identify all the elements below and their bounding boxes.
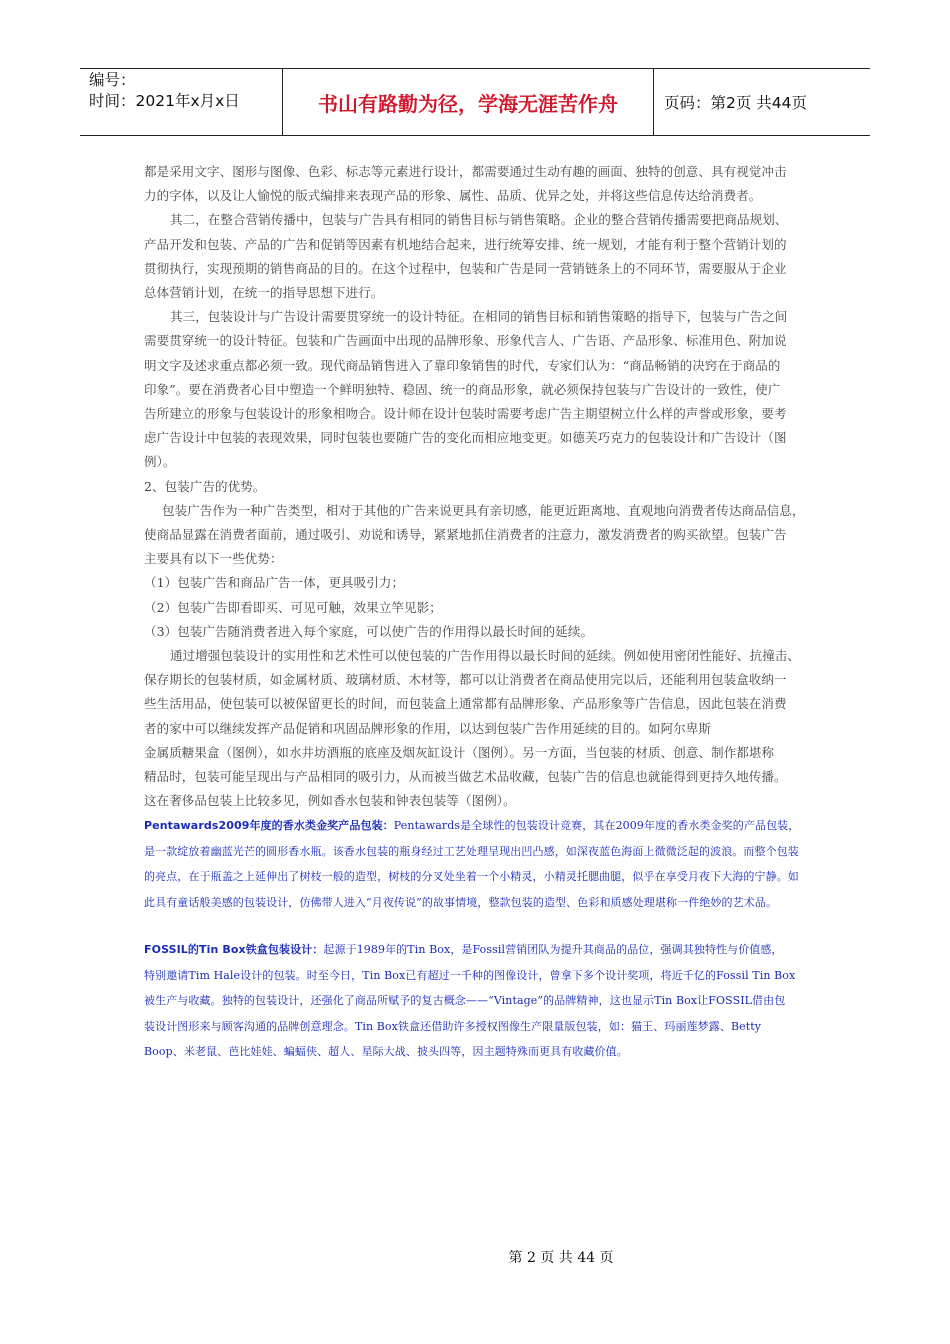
- pentawards-text: Pentawards是全球性的包装设计竞赛，其在2009年度的香水类金奖的产品包装，: [393, 819, 800, 833]
- fossil-line: 特别邀请Tim Hale设计的包装。时至今日，Tin Box已有超过一千种的图像设计，曾拿下多个设计奖项，将近千亿的Fossil Tin Box: [144, 968, 796, 982]
- paragraph-line: 总体营销计划，在统一的指导思想下进行。: [144, 285, 384, 301]
- paragraph-line: 使商品显露在消费者面前，通过吸引、劝说和诱导，紧紧地抓住消费者的注意力，激发消费者的购买欲望。包装广告: [144, 527, 787, 543]
- pentawards-line: 是一款绽放着幽蓝光芒的圆形香水瓶。该香水包装的瓶身经过工艺处理呈现出凹凸感，如深夜蓝色海面上微微泛起的波浪。而整个包装: [144, 844, 799, 858]
- section-heading: 2、包装广告的优势。: [144, 478, 266, 494]
- header-page-number: 页码：第2页 共44页: [664, 94, 808, 112]
- paragraph-line: 其三，包装设计与广告设计需要贯穿统一的设计特征。在相同的销售目标和销售策略的指导下，包装与广告之间: [170, 309, 788, 325]
- paragraph-line: 通过增强包装设计的实用性和艺术性可以使包装的广告作用得以最长时间的延续。例如使用密闭性能好、抗撞击、: [170, 648, 801, 664]
- paragraph-line: 力的字体，以及让人愉悦的版式编排来表现产品的形象、属性、品质、优异之处，并将这些信息传达给消费者。: [144, 188, 762, 204]
- paragraph-line: 其二，在整合营销传播中，包装与广告具有相同的销售目标与销售策略。企业的整合营销传播需要把商品规划、: [170, 212, 788, 228]
- paragraph-line: 者的家中可以继续发挥产品促销和巩固品牌形象的作用，以达到包装广告作用延续的目的。如阿尔卑斯: [144, 720, 712, 736]
- fossil-line: 被生产与收藏。独特的包装设计，还强化了商品所赋予的复古概念——“Vintage”的品牌精神，这也显示Tin Box让FOSSIL借由包: [144, 994, 786, 1008]
- page-header: [80, 68, 870, 136]
- header-meta: [89, 70, 279, 112]
- list-item: （3）包装广告随消费者进入每个家庭，可以使广告的作用得以最长时间的延续。: [144, 623, 594, 639]
- paragraph-line: 都是采用文字、图形与图像、色彩、标志等元素进行设计，都需要通过生动有趣的画面、独特的创意、具有视觉冲击: [144, 164, 787, 179]
- paragraph-line: 告所建立的形象与包装设计的形象相吻合。设计师在设计包装时需要考虑广告主期望树立什么样的声誉或形象，要考: [144, 406, 787, 422]
- paragraph-line: 主要具有以下一些优势：: [144, 551, 283, 567]
- paragraph-line: 包装广告作为一种广告类型，相对于其他的广告来说更具有亲切感，能更近距离地、直观地向消费者传达商品信息，: [162, 502, 805, 518]
- paragraph-line: 贯彻执行，实现预期的销售商品的目的。在这个过程中，包装和广告是同一营销链条上的不同环节，需要服从于企业: [144, 260, 787, 276]
- paragraph-line: 些生活用品，使包装可以被保留更长的时间，而包装盒上通常都有品牌形象、产品形象等广告信息，因此包装在消费: [144, 696, 787, 712]
- paragraph-line: 需要贯穿统一的设计特征。包装和广告画面中出现的品牌形象、形象代言人、广告语、产品形象、标准用色、附加说: [144, 333, 787, 349]
- paragraph-line: 产品开发和包装、产品的广告和促销等因素有机地结合起来，进行统筹安排、统一规划，才能有利于整个营销计划的: [144, 236, 787, 252]
- pentawards-title: Pentawards2009年度的香水类金奖产品包装：: [144, 819, 394, 833]
- paragraph-line: 保存期长的包装材质，如金属材质、玻璃材质、木材等，都可以让消费者在商品使用完以后，还能利用包装盒收纳一: [144, 672, 787, 688]
- paragraph-line: 虑广告设计中包装的表现效果，同时包装也要随广告的变化而相应地变更。如德芙巧克力的包装设计和广告设计（图: [144, 430, 787, 446]
- document-date: 时间：2021年x月x日: [89, 92, 240, 110]
- list-item: （1）包装广告和商品广告一体，更具吸引力；: [144, 575, 405, 591]
- document-number-label: 编号：: [89, 71, 136, 89]
- paragraph-line: 明文字及述求重点都必须一致。现代商品销售进入了靠印象销售的时代，专家们认为：“商品畅销的决窍在于商品的: [144, 357, 781, 373]
- fossil-line: Boop、米老鼠、芭比娃娃、蝙蝠侠、超人、星际大战、披头四等，因主题特殊而更具有收藏价值。: [144, 1045, 628, 1059]
- paragraph-line: 精品时，包装可能呈现出与产品相同的吸引力，从而被当做艺术品收藏，包装广告的信息也就能得到更持久地传播。: [144, 769, 787, 785]
- paragraph-line: 例）。: [144, 454, 176, 470]
- list-item: （2）包装广告即看即买、可见可触，效果立竿见影；: [144, 599, 442, 615]
- paragraph-line: 金属质糖果盒（图例），如水井坊酒瓶的底座及烟灰缸设计（图例）。另一方面，当包装的材质、创意、制作都堪称: [144, 744, 775, 760]
- pentawards-line: [144, 813, 810, 839]
- page-footer: 第 2 页 共 44 页: [508, 1250, 614, 1266]
- fossil-title: FOSSIL的Tin Box铁盒包装设计：: [144, 943, 324, 957]
- spacer: [144, 915, 810, 937]
- fossil-text: 起源于1989年的Tin Box，是Fossil营销团队为提升其商品的品位，强调其独特性与价值感，: [323, 943, 783, 957]
- fossil-line: [144, 937, 810, 963]
- paragraph-line: 这在奢侈品包装上比较多见，例如香水包装和钟表包装等（图例）。: [144, 793, 516, 809]
- paragraph-line: 印象”。要在消费者心目中塑造一个鲜明独特、稳固、统一的商品形象，就必须保持包装与广告设计的一致性，使广: [144, 381, 781, 397]
- pentawards-line: 的亮点，在于瓶盖之上延伸出了树枝一般的造型，树枝的分叉处坐着一个小精灵，小精灵托腮曲腿，似乎在享受月夜下大海的宁静。如: [144, 870, 799, 884]
- fossil-line: 装设计图形来与顾客沟通的品牌创意理念。Tin Box铁盒还借助许多授权图像生产限量版包装，如：猫王、玛丽莲梦露、Betty: [144, 1019, 762, 1033]
- document-body: [144, 160, 810, 1065]
- pentawards-line: 此具有童话般美感的包装设计，仿佛带人进入“月夜传说”的故事情境，整款包装的造型、色彩和质感处理堪称一件绝妙的艺术品。: [144, 895, 778, 909]
- header-motto: 书山有路勤为径，学海无涯苦作舟: [282, 69, 654, 135]
